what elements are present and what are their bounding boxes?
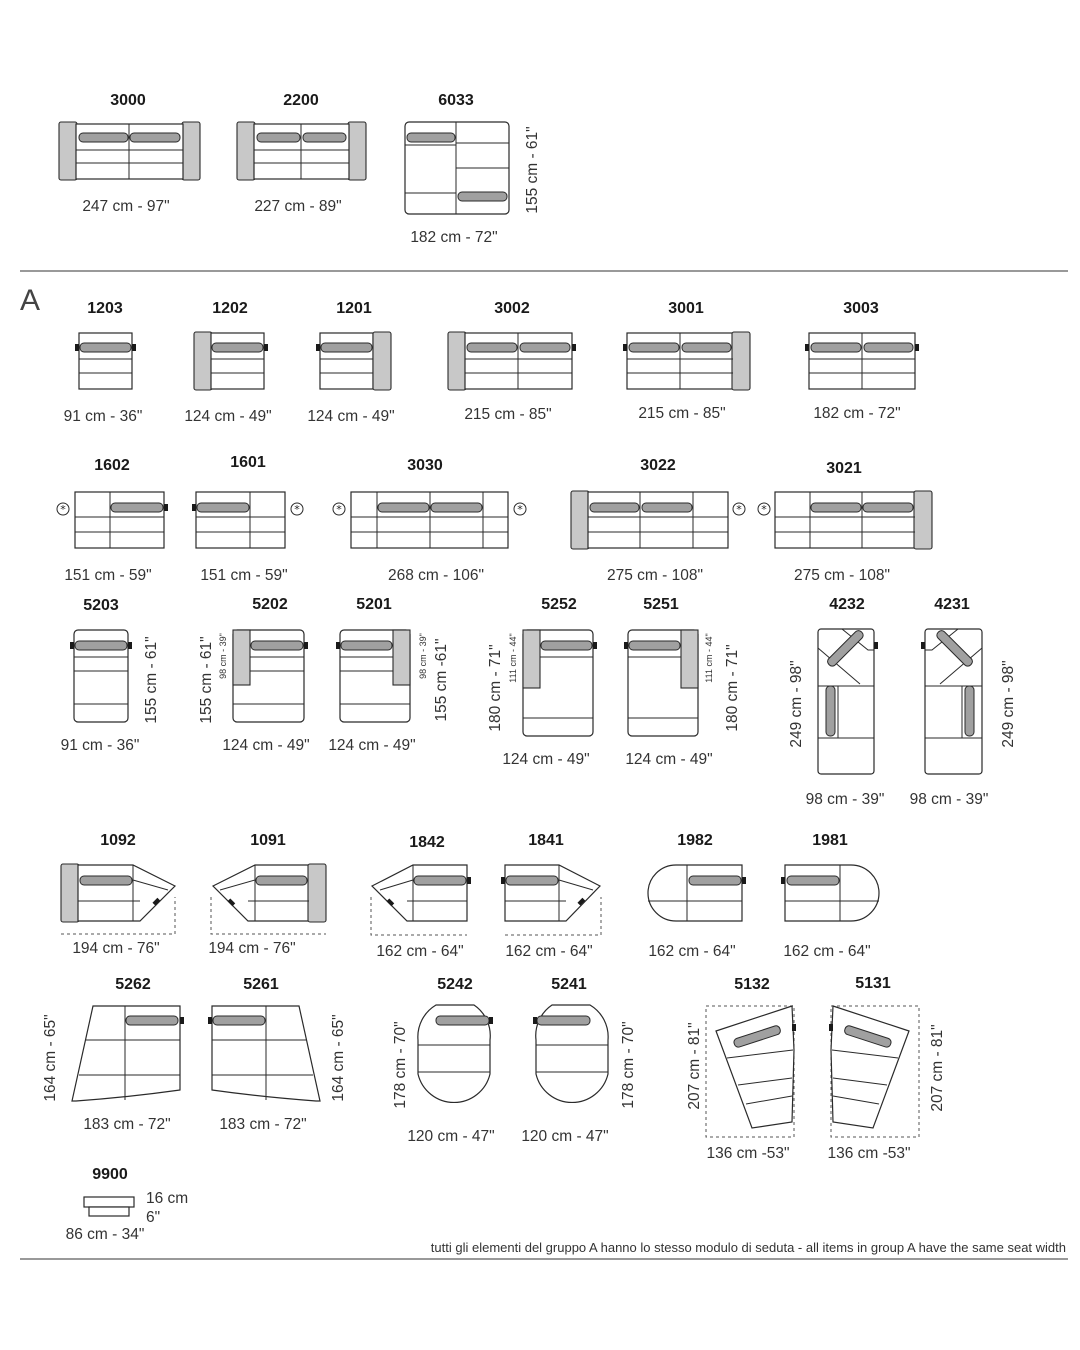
depth-label: 180 cm - 71" xyxy=(724,644,741,732)
width-label: 124 cm - 49" xyxy=(328,737,416,754)
width-label: 124 cm - 49" xyxy=(222,737,310,754)
width-label: 183 cm - 72" xyxy=(219,1116,307,1133)
model-code: 5262 xyxy=(115,976,151,993)
model-code: 5201 xyxy=(356,596,392,613)
asterisk-icon xyxy=(57,503,69,516)
width-label: 275 cm - 108" xyxy=(607,567,703,584)
depth-label: 155 cm - 61" xyxy=(524,126,541,214)
model-code: 1203 xyxy=(87,300,123,317)
svg-text:*: * xyxy=(60,503,66,516)
model-5251 xyxy=(624,596,741,768)
model-code: 5242 xyxy=(437,976,473,993)
model-1091 xyxy=(208,832,326,957)
svg-text:*: * xyxy=(294,503,300,516)
model-code: 1842 xyxy=(409,834,445,851)
model-5203 xyxy=(61,597,160,754)
model-code: 4231 xyxy=(934,596,970,613)
asterisk-icon xyxy=(291,503,303,516)
width-label: 124 cm - 49" xyxy=(502,751,590,768)
width-label: 215 cm - 85" xyxy=(638,405,726,422)
inner-depth-label: 98 cm - 39" xyxy=(218,633,228,679)
model-1981 xyxy=(781,832,879,960)
model-3021 xyxy=(758,460,932,584)
model-code: 1841 xyxy=(528,832,564,849)
width-label: 136 cm -53" xyxy=(827,1145,911,1162)
model-code: 6033 xyxy=(438,92,474,109)
depth-label: 207 cm - 81" xyxy=(929,1024,946,1112)
model-1092 xyxy=(61,832,175,957)
width-label: 275 cm - 108" xyxy=(794,567,890,584)
model-5201 xyxy=(328,596,450,754)
width-label: 215 cm - 85" xyxy=(464,406,552,423)
model-code: 4232 xyxy=(829,596,865,613)
depth-label: 249 cm - 98" xyxy=(1000,660,1017,748)
width-label: 98 cm - 39" xyxy=(805,791,885,808)
asterisk-icon xyxy=(733,503,745,516)
model-5242 xyxy=(392,976,495,1145)
depth-label: 155 cm - 61" xyxy=(198,636,215,724)
group-letter: A xyxy=(20,284,41,317)
width-label: 86 cm - 34" xyxy=(65,1226,145,1243)
model-3003 xyxy=(805,300,919,422)
height-cm-label: 16 cm xyxy=(146,1190,189,1207)
model-3000 xyxy=(59,92,200,215)
model-code: 1201 xyxy=(336,300,372,317)
svg-text:*: * xyxy=(336,503,342,516)
model-code: 5202 xyxy=(252,596,288,613)
width-label: 227 cm - 89" xyxy=(254,198,342,215)
width-label: 151 cm - 59" xyxy=(200,567,288,584)
depth-label: 155 cm - 61" xyxy=(143,636,160,724)
model-code: 3003 xyxy=(843,300,879,317)
model-code: 1602 xyxy=(94,457,130,474)
depth-label: 178 cm - 70" xyxy=(620,1021,637,1109)
model-code: 5261 xyxy=(243,976,279,993)
model-1201 xyxy=(307,300,394,425)
width-label: 182 cm - 72" xyxy=(813,405,901,422)
width-label: 162 cm - 64" xyxy=(648,943,736,960)
width-label: 124 cm - 49" xyxy=(625,751,713,768)
model-code: 1982 xyxy=(677,832,713,849)
depth-label: 249 cm - 98" xyxy=(788,660,805,748)
inner-depth-label: 111 cm - 44" xyxy=(508,633,518,683)
model-5241 xyxy=(521,976,637,1145)
width-label: 91 cm - 36" xyxy=(60,737,140,754)
inner-depth-label: 111 cm - 44" xyxy=(704,633,714,683)
model-5252 xyxy=(487,596,597,768)
model-code: 5203 xyxy=(83,597,119,614)
model-code: 9900 xyxy=(92,1166,128,1183)
depth-label: 180 cm - 71" xyxy=(487,644,504,732)
svg-text:*: * xyxy=(761,503,767,516)
model-code: 1091 xyxy=(250,832,286,849)
model-5131 xyxy=(827,975,946,1162)
model-4232 xyxy=(788,596,884,808)
model-code: 1202 xyxy=(212,300,248,317)
height-in-label: 6" xyxy=(146,1209,161,1226)
depth-label: 164 cm - 65" xyxy=(330,1014,347,1102)
width-label: 98 cm - 39" xyxy=(909,791,989,808)
width-label: 183 cm - 72" xyxy=(83,1116,171,1133)
depth-label: 207 cm - 81" xyxy=(686,1022,703,1110)
model-5202 xyxy=(198,596,310,754)
width-label: 247 cm - 97" xyxy=(82,198,170,215)
model-9900 xyxy=(66,1166,189,1243)
model-1982 xyxy=(648,832,746,960)
footnote: tutti gli elementi del gruppo A hanno lo stesso modulo di seduta - all items in group A have the same seat width xyxy=(430,1240,1066,1255)
model-3002 xyxy=(448,300,576,423)
model-6033 xyxy=(405,92,541,246)
model-code: 3021 xyxy=(826,460,862,477)
width-label: 120 cm - 47" xyxy=(521,1128,609,1145)
width-label: 124 cm - 49" xyxy=(184,408,272,425)
model-1202 xyxy=(184,300,271,425)
model-code: 5251 xyxy=(643,596,679,613)
model-2200 xyxy=(237,92,366,215)
width-label: 194 cm - 76" xyxy=(72,940,160,957)
model-code: 2200 xyxy=(283,92,319,109)
model-code: 3022 xyxy=(640,457,676,474)
width-label: 162 cm - 64" xyxy=(505,943,593,960)
model-code: 3000 xyxy=(110,92,146,109)
width-label: 162 cm - 64" xyxy=(783,943,871,960)
model-code: 5252 xyxy=(541,596,577,613)
svg-text:*: * xyxy=(736,503,742,516)
asterisk-icon xyxy=(758,503,770,516)
width-label: 182 cm - 72" xyxy=(410,229,498,246)
model-5132 xyxy=(686,976,796,1162)
model-4231 xyxy=(910,596,1017,808)
width-label: 124 cm - 49" xyxy=(307,408,395,425)
model-code: 3030 xyxy=(407,457,443,474)
width-label: 194 cm - 76" xyxy=(208,940,296,957)
width-label: 120 cm - 47" xyxy=(407,1128,495,1145)
model-1842 xyxy=(371,834,471,960)
depth-label: 178 cm - 70" xyxy=(392,1021,409,1109)
model-code: 3002 xyxy=(494,300,530,317)
depth-label: 164 cm - 65" xyxy=(42,1014,59,1102)
model-code: 1092 xyxy=(100,832,136,849)
asterisk-icon xyxy=(514,503,526,516)
model-1203 xyxy=(64,300,143,425)
width-label: 268 cm - 106" xyxy=(388,567,484,584)
model-5262 xyxy=(42,976,184,1133)
width-label: 136 cm -53" xyxy=(706,1145,790,1162)
model-1602 xyxy=(57,457,168,584)
model-code: 5132 xyxy=(734,976,770,993)
width-label: 91 cm - 36" xyxy=(63,408,143,425)
depth-label: 155 cm -61" xyxy=(433,638,450,722)
model-3001 xyxy=(623,300,750,422)
model-1841 xyxy=(501,832,601,960)
model-5261 xyxy=(208,976,347,1133)
model-code: 5241 xyxy=(551,976,587,993)
model-code: 1601 xyxy=(230,454,266,471)
width-label: 162 cm - 64" xyxy=(376,943,464,960)
model-3022 xyxy=(571,457,745,584)
inner-depth-label: 98 cm - 39" xyxy=(418,633,428,679)
model-code: 3001 xyxy=(668,300,704,317)
model-1601 xyxy=(192,454,303,584)
model-3030 xyxy=(333,457,526,584)
model-code: 1981 xyxy=(812,832,848,849)
model-code: 5131 xyxy=(855,975,891,992)
asterisk-icon xyxy=(333,503,345,516)
width-label: 151 cm - 59" xyxy=(64,567,152,584)
svg-text:*: * xyxy=(517,503,523,516)
